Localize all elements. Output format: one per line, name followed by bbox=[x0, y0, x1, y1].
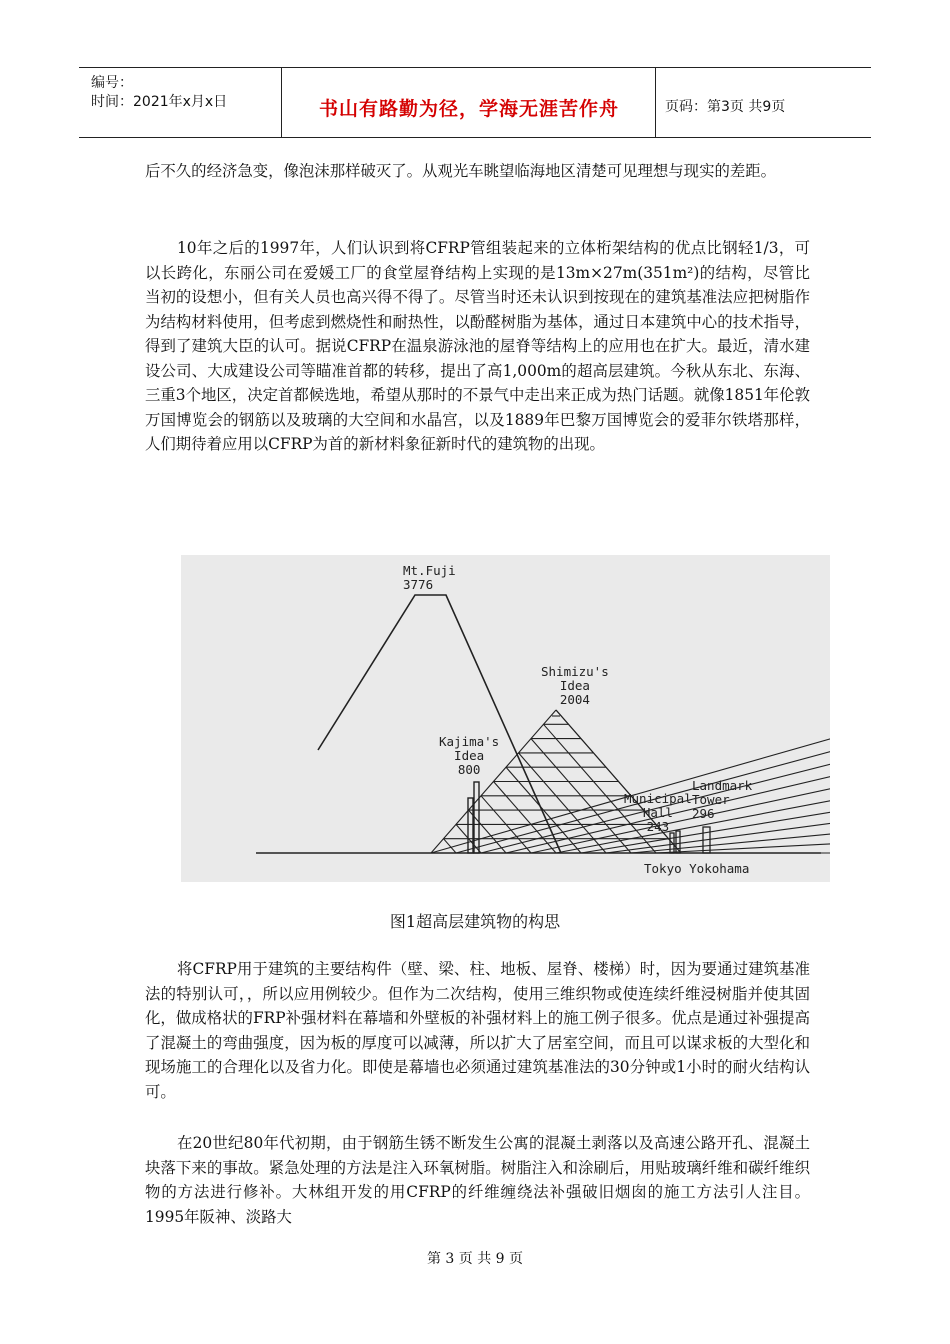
number-label: 编号： bbox=[91, 75, 133, 91]
page-footer: 第 3 页 共 9 页 bbox=[426, 1251, 524, 1267]
label-municipal-hall: Municipal Hall 243 bbox=[624, 791, 692, 834]
page-label: 页码：第3页 共9页 bbox=[665, 99, 786, 115]
paragraph-1: 后不久的经济急变，像泡沫那样破灭了。从观光车眺望临海地区清楚可见理想与现实的差距。 bbox=[145, 162, 777, 180]
figure-caption: 图1超高层建筑物的构思 bbox=[389, 912, 561, 931]
figure-drawing bbox=[181, 555, 830, 882]
motto-text: 书山有路勤为径，学海无涯苦作舟 bbox=[318, 98, 619, 120]
paragraph-3: 将CFRP用于建筑的主要结构件（壁、梁、柱、地板、屋脊、楼梯）时，因为要通过建筑基准法的特别认可，，所以应用例较少。但作为二次结构，使用三维织物或使连续纤维浸树脂并使其固化，做成格状的FRP补强材料在幕墙和外壁板的补强材料上的施工例子很多。优点是通过补强提高了混凝土的弯曲强度，因为板的厚度可以减薄，所以扩大了居室空间，而且可以谋求板的大型化和现场施工的合理化以及省力化。即使是幕墙也必须通过建筑基准法的30分钟或1小时的耐火结构认可。 bbox=[145, 960, 810, 1101]
label-shimizu-idea: Shimizu's Idea 2004 bbox=[541, 664, 609, 707]
header-meta-cell bbox=[79, 68, 282, 137]
date-label: 时间：2021年x月x日 bbox=[91, 94, 228, 110]
header-motto-cell bbox=[283, 68, 656, 137]
mt-fuji-outline bbox=[318, 595, 561, 853]
label-landmark-tower: Landmark Tower 296 bbox=[692, 778, 753, 821]
figure-skyscraper-concepts bbox=[181, 555, 830, 882]
header-page-cell bbox=[657, 68, 871, 137]
paragraph-2: 10年之后的1997年，人们认识到将CFRP管组装起来的立体桁架结构的优点比钢轻1/3，可以长跨化，东丽公司在爱媛工厂的食堂屋脊结构上实现的是13m×27m(351m²)的结构，尽管比当初的设想小，但有关人员也高兴得不得了。尽管当时还未认识到按现在的建筑基准法应把树脂作为结构材料使用，但考虑到燃烧性和耐热性，以酚醛树脂为基体，通过日本建筑中心的技术指导，得到了建筑大臣的认可。据说CFRP在温泉游泳池的屋脊等结构上的应用也在扩大。最近，清水建设公司、大成建设公司等瞄准首都的转移，提出了高1,000m的超高层建筑。今秋从东北、东海、三重3个地区，决定首都候选地，希望从那时的不景气中走出来正成为热门话题。就像1851年伦敦万国博览会的钢筋以及玻璃的大空间和水晶宫，以及1889年巴黎万国博览会的爱菲尔铁塔那样，人们期待着应用以CFRP为首的新材料象征新时代的建筑物的出现。 bbox=[145, 239, 810, 453]
label-mt-fuji: Mt.Fuji 3776 bbox=[403, 563, 456, 592]
label-tokyo-yokohama: Tokyo Yokohama bbox=[644, 861, 750, 876]
label-kajima-idea: Kajima's Idea 800 bbox=[439, 734, 500, 777]
page-header bbox=[79, 67, 871, 138]
paragraph-4: 在20世纪80年代初期，由于钢筋生锈不断发生公寓的混凝土剥落以及高速公路开孔、混凝土块落下来的事故。紧急处理的方法是注入环氧树脂。树脂注入和涂刷后，用贴玻璃纤维和碳纤维织物的方法进行修补。大林组开发的用CFRP的纤维缠绕法补强破旧烟囱的施工方法引人注目。1995年阪神、淡路大 bbox=[145, 1134, 810, 1226]
